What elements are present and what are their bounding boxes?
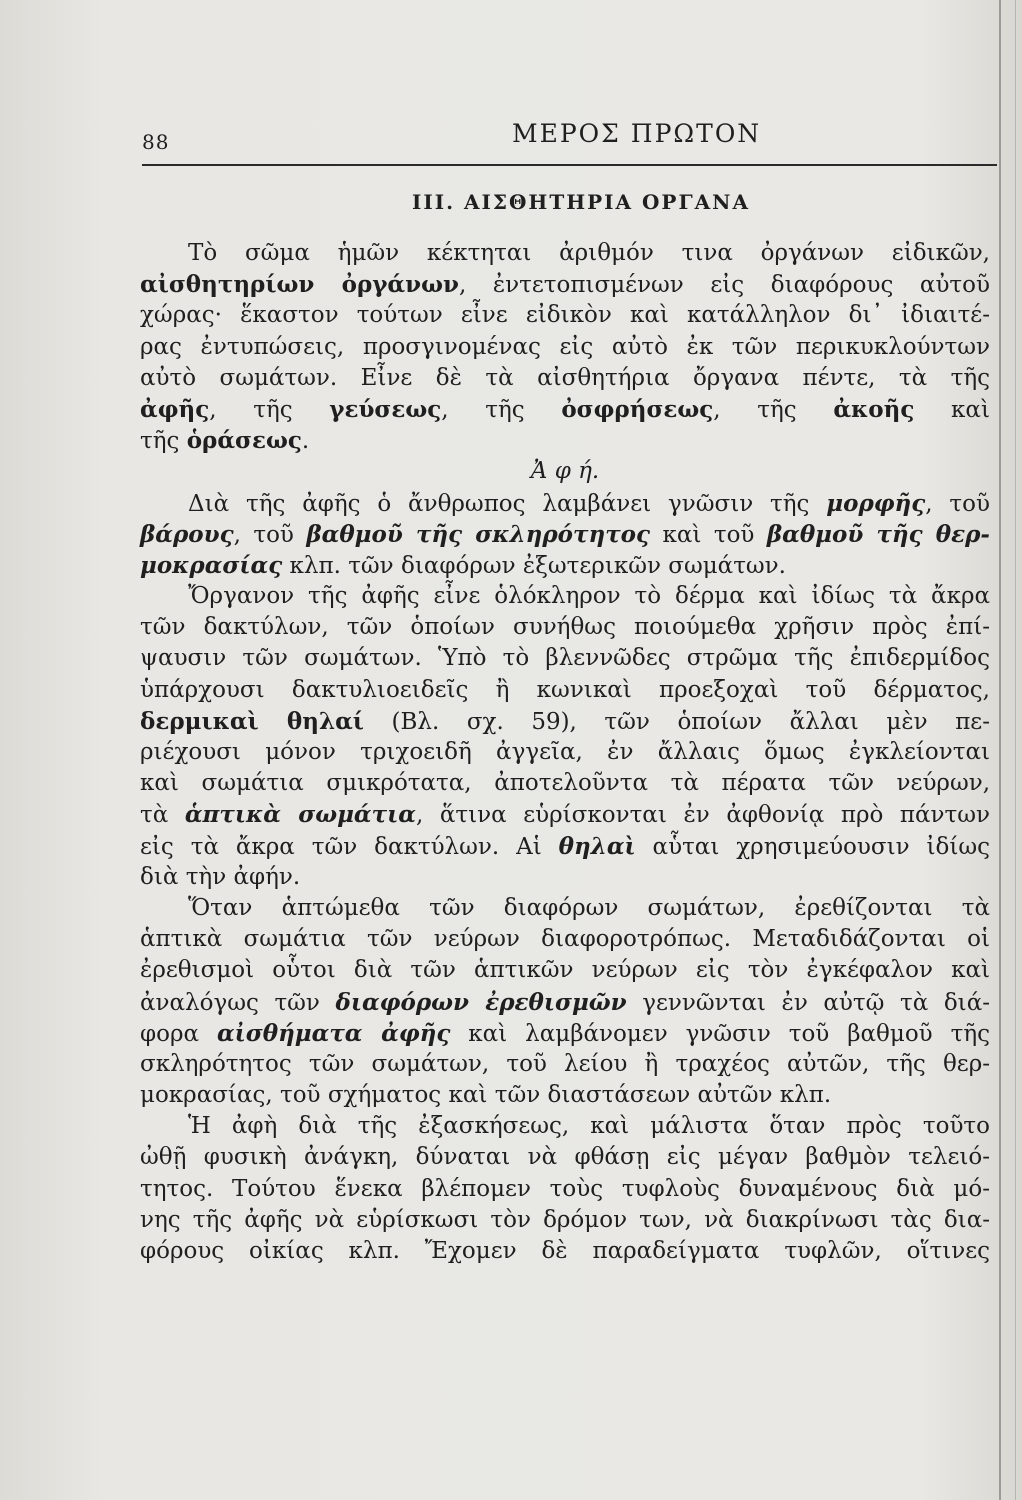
emphasis: αἰσθήματα ἀφῆς: [216, 1019, 451, 1047]
text-line: ὑπάρχουσι δακτυλιοειδεῖς ἢ κωνικαὶ προεξοχαὶ τοῦ δέρματος,: [140, 676, 990, 703]
text-line: ριέχουσι μόνον τριχοειδῆ ἀγγεῖα, ἐν ἄλλαις ὅμως ἐγκλείονται: [140, 739, 990, 765]
subheading-afi: Ἀ φ ή.: [530, 458, 600, 485]
text-line: χώρας· ἕκαστον τούτων εἶνε εἰδικὸν καὶ κατάλληλον δι᾽ ἰδιαιτέ-: [140, 302, 990, 329]
text-line: αἰσθητηρίων ὀργάνων, ἐντετοπισμένων εἰς διαφόρους αὐτοῦ: [140, 271, 990, 299]
text-line: φορα αἰσθήματα ἀφῆς καὶ λαμβάνομεν γνῶσιν τοῦ βαθμοῦ τῆς: [140, 1019, 990, 1047]
section-title: ΙΙΙ. ΑΙΣΘΗΤΗΡΙΑ ΟΡΓΑΝΑ: [412, 190, 750, 214]
text-line: διὰ τὴν ἀφήν.: [140, 863, 301, 890]
emphasis: ὀσφρήσεως: [561, 395, 714, 423]
text-line: αὐτὸ σωμάτων. Εἶνε δὲ τὰ αἰσθητήρια ὄργανα πέντε, τὰ τῆς: [140, 364, 990, 391]
text-line: Ὅταν ἁπτώμεθα τῶν διαφόρων σωμάτων, ἐρεθίζονται τὰ: [188, 894, 990, 921]
text-line: τῆς ὁράσεως.: [140, 427, 310, 455]
text-line: ψαυσιν τῶν σωμάτων. Ὑπὸ τὸ βλεννῶδες στρῶμα τῆς ἐπιδερμίδος: [140, 645, 990, 672]
emphasis: βαθμοῦ τῆς θερ-: [766, 520, 990, 548]
text-line: Διὰ τῆς ἀφῆς ὁ ἄνθρωπος λαμβάνει γνῶσιν τῆς μορφῆς, τοῦ: [188, 489, 990, 517]
text-line: φόρους οἰκίας κλπ. Ἔχομεν δὲ παραδείγματα τυφλῶν, οἵτινες: [140, 1238, 990, 1264]
text-line: σκληρότητος τῶν σωμάτων, τοῦ λείου ἢ τραχέος αὐτῶν, τῆς θερ-: [140, 1050, 990, 1077]
emphasis: αἰσθητηρίων ὀργάνων: [140, 271, 459, 299]
emphasis: γεύσεως: [329, 395, 442, 423]
text-line: νης τῆς ἀφῆς νὰ εὑρίσκωσι τὸν δρόμον των, νὰ διακρίνωσι τὰς δια-: [140, 1206, 990, 1233]
text-line: τῶν δακτύλων, τῶν ὁποίων συνήθως ποιούμεθα χρῆσιν πρὸς ἐπί-: [140, 614, 990, 641]
text-line: δερμικαὶ θηλαί (Βλ. σχ. 59), τῶν ὁποίων ἄλλαι μὲν πε-: [140, 707, 990, 735]
text-line: Ἡ ἀφὴ διὰ τῆς ἐξασκήσεως, καὶ μάλιστα ὅταν πρὸς τοῦτο: [188, 1113, 990, 1140]
text-line: Τὸ σῶμα ἡμῶν κέκτηται ἀριθμόν τινα ὀργάνων εἰδικῶν,: [188, 240, 990, 266]
text-line: τητος. Τούτου ἕνεκα βλέπομεν τοὺς τυφλοὺς δυναμένους διὰ μό-: [140, 1175, 990, 1202]
text-line: Ὄργανον τῆς ἀφῆς εἶνε ὁλόκληρον τὸ δέρμα καὶ ἰδίως τὰ ἄκρα: [188, 583, 990, 610]
emphasis: ἁπτικὰ σωμάτια: [184, 801, 416, 829]
text-line: μοκρασίας, τοῦ σχήματος καὶ τῶν διαστάσεων αὐτῶν κλπ.: [140, 1082, 832, 1109]
page-header: [142, 116, 997, 166]
emphasis: ὁράσεως: [186, 427, 302, 455]
emphasis: βάρους: [140, 520, 234, 548]
page-number: 88: [142, 130, 170, 154]
emphasis: μορφῆς: [826, 489, 926, 517]
emphasis: ἀφῆς: [140, 395, 210, 423]
emphasis: διαφόρων ἐρεθισμῶν: [335, 988, 627, 1016]
text-line: ἐρεθισμοὶ οὗτοι διὰ τῶν ἁπτικῶν νεύρων εἰς τὸν ἐγκέφαλον καὶ: [140, 957, 990, 984]
text-line: τὰ ἁπτικὰ σωμάτια, ἅτινα εὑρίσκονται ἐν ἀφθονίᾳ πρὸ πάντων: [140, 801, 991, 829]
emphasis: θηλαὶ: [558, 832, 636, 860]
text-line: βάρους, τοῦ βαθμοῦ τῆς σκληρότητος καὶ τοῦ βαθμοῦ τῆς θερ-: [140, 520, 990, 548]
text-line: ἀναλόγως τῶν διαφόρων ἐρεθισμῶν γεννῶνται ἐν αὐτῷ τὰ διά-: [140, 988, 990, 1016]
text-line: ἁπτικὰ σωμάτια τῶν νεύρων διαφοροτρόπως. Μεταδιδάζονται οἱ: [140, 926, 990, 953]
text-line: καὶ σωμάτια σμικρότατα, ἀποτελοῦντα τὰ πέρατα τῶν νεύρων,: [140, 770, 990, 797]
page-edge: [999, 0, 1016, 1500]
emphasis: ἀκοῆς: [833, 395, 915, 423]
body-text: [140, 238, 990, 1267]
text-line: ἀφῆς, τῆς γεύσεως, τῆς ὀσφρήσεως, τῆς ἀκοῆς καὶ: [140, 395, 990, 423]
text-line: ὠθῇ φυσικὴ ἀνάγκη, δύναται νὰ φθάσῃ εἰς μέγαν βαθμὸν τελειό-: [140, 1144, 990, 1171]
running-title: ΜΕΡΟΣ ΠΡΩΤΟΝ: [512, 119, 762, 148]
text-line: ρας ἐντυπώσεις, προσγινομένας εἰς αὐτὸ ἐκ τῶν περικυκλούντων: [140, 333, 990, 360]
emphasis: μοκρασίας: [140, 551, 283, 579]
text-line: εἰς τὰ ἄκρα τῶν δακτύλων. Αἱ θηλαὶ αὗται χρησιμεύουσιν ἰδίως: [140, 832, 990, 860]
emphasis: δερμικαὶ θηλαί: [140, 707, 364, 735]
emphasis: βαθμοῦ τῆς σκληρότητος: [306, 520, 651, 548]
text-line: μοκρασίας κλπ. τῶν διαφόρων ἐξωτερικῶν σωμάτων.: [140, 551, 786, 579]
